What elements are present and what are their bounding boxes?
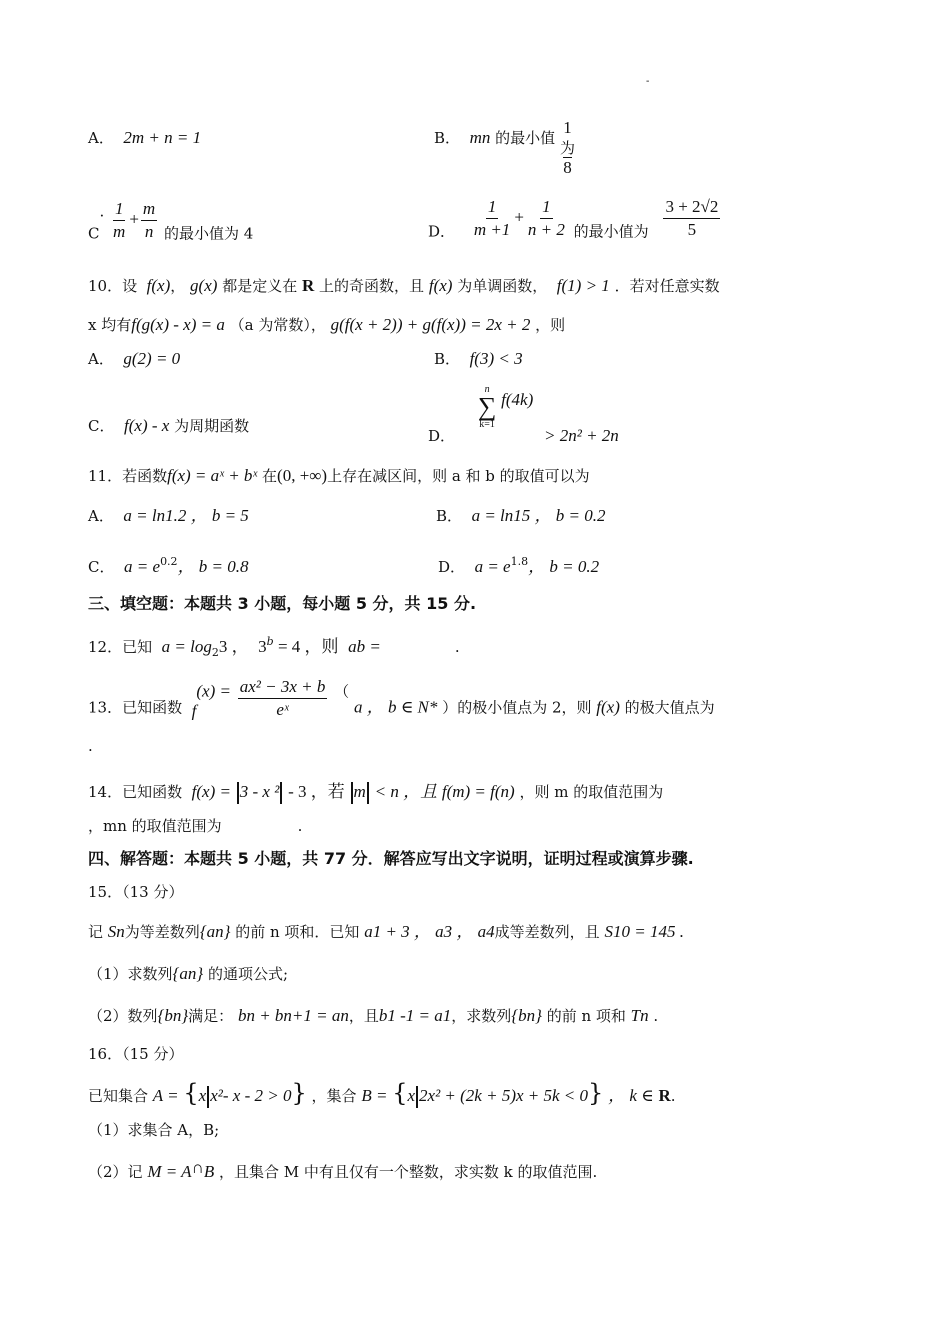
q9-option-c: C. $\frac{1}{m}$ + $\frac{m}{n}$ 的最小值为 4 bbox=[88, 199, 254, 243]
q13-end-dot: . bbox=[88, 737, 93, 755]
q11-stem: 11．若函数f(x) = aˣ + bˣ 在(0, +∞)上存在减区间，则 a 和 b 的取值可以为 bbox=[88, 466, 590, 485]
q16-part2: （2）记 M = A∩B ，且集合 M 中有且仅有一个整数，求实数 k 的取值范围. bbox=[88, 1158, 598, 1181]
q10-option-a: A． g(2) = 0 bbox=[88, 349, 181, 368]
q12: 12．已知 $a = \log_23$ ， $3^b = 4$ ，则 ab = . bbox=[88, 635, 460, 659]
q16-heading: 16．（15 分） bbox=[88, 1045, 184, 1063]
q16-stem: 已知集合 A = {x x²- x - 2 > 0} ，集合 B = {x 2x² + (2k + 5)x + 5k < 0} ， k ∈ R. bbox=[88, 1079, 676, 1107]
q15-stem: 记 Sn为等差数列{an} 的前 n 项和．已知 a1 + 3 ， a3 ， a4成等差数列，且 S10 = 145 . bbox=[88, 922, 684, 941]
q14-line1: 14．已知函数 f(x) = 3 - x ² - 3 ，若 m < n ，且 f(m) = f(n) ，则 m 的取值范围为 bbox=[88, 782, 663, 804]
q11-option-a: A． a = ln1.2 ， b = 5 bbox=[88, 506, 249, 525]
header-mark: - bbox=[646, 76, 650, 87]
q13: 13．已知函数 f(x) = $\frac{\text{ax² − 3x + b}}{\text{eˣ}}$ （ a ， b ∈ N* ）的极小值点为 2，则 f(x) 的极大值点为 bbox=[88, 677, 715, 721]
q9-option-b: B． mn 的最小值 1 为 8 bbox=[434, 118, 575, 177]
section-3-heading: 三、填空题：本题共 3 小题，每小题 5 分，共 15 分. bbox=[88, 594, 477, 613]
q10-option-c: C． f(x) - x 为周期函数 bbox=[88, 416, 250, 435]
q10-line1: 10．设 f(x)， g(x) 都是定义在 R 上的奇函数，且 f(x) 为单调函数， f(1) > 1 ．若对任意实数 bbox=[88, 276, 720, 295]
q11-option-d: D． $a = e^{1.8}$， b = 0.2 bbox=[438, 555, 600, 576]
q14-line2: ，mn 的取值范围为 . bbox=[88, 817, 303, 835]
q9-option-d: D． $\frac{1}{m +1}$ + $\frac{1}{n + 2}$ 的最小值为 $\frac{3 + 2√2}{5}$ bbox=[428, 197, 719, 241]
q10-option-b: B． f(3) < 3 bbox=[434, 349, 523, 368]
q10-line2: x 均有f(g(x) - x) = a （a 为常数）， g(f(x + 2)) + g(f(x)) = 2x + 2 ，则 bbox=[88, 315, 566, 334]
q9-option-a: A． 2m + n = 1 bbox=[88, 128, 202, 147]
section-4-heading: 四、解答题：本题共 5 小题，共 77 分．解答应写出文字说明，证明过程或演算步骤. bbox=[88, 849, 694, 868]
q15-heading: 15．（13 分） bbox=[88, 883, 184, 901]
q15-part2: （2）数列{bn}满足： bn + bn+1 = an，且b1 -1 = a1，求数列{bn} 的前 n 项和 Tn . bbox=[88, 1006, 659, 1025]
q10-option-d: D． n ∑ k=1 f(4k) > 2n² + 2n bbox=[428, 384, 619, 445]
q16-part1: （1）求集合 A，B; bbox=[88, 1121, 220, 1139]
q11-option-b: B． a = ln15 ， b = 0.2 bbox=[436, 506, 606, 525]
q15-part1: （1）求数列{an} 的通项公式; bbox=[88, 964, 288, 983]
q11-option-c: C． $a = e^{0.2}$， b = 0.8 bbox=[88, 555, 249, 576]
